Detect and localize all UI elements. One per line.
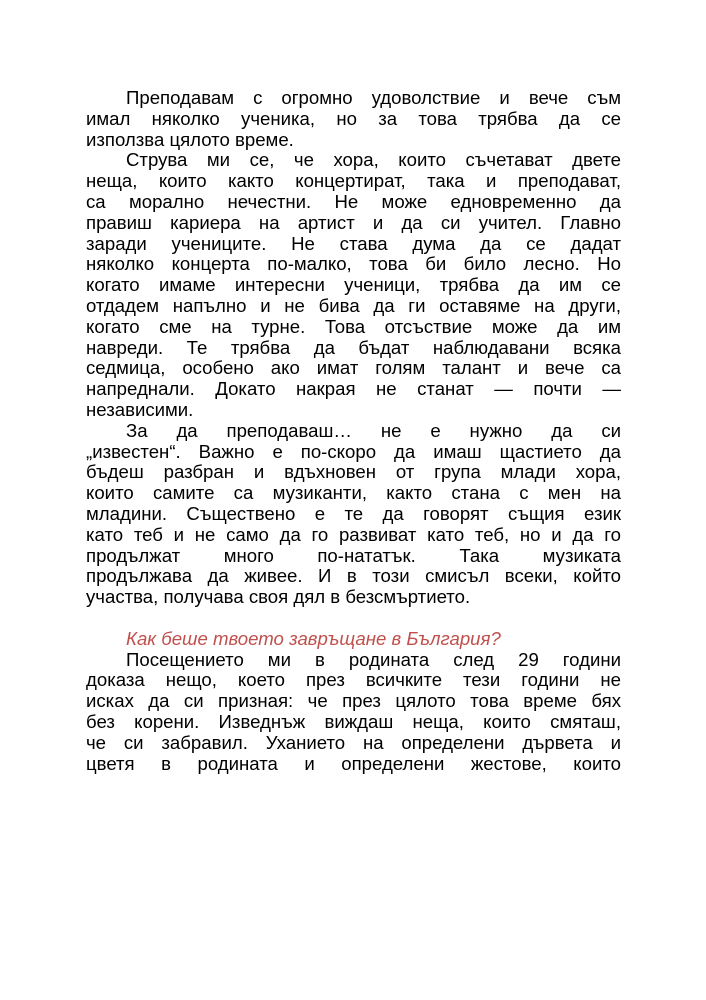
text-line: като теб и не само да го развиват като теб, но и да го	[86, 523, 621, 545]
text-line: доказа нещо, което през всичките тези години не	[86, 669, 621, 691]
text-line: цветя в родината и определени жестове, които	[86, 752, 621, 774]
text-line: бъдеш разбран и вдъхновен от група млади хора,	[86, 461, 621, 483]
paragraph-1	[86, 88, 621, 150]
paragraph-2	[86, 150, 621, 420]
text-line: Преподавам с огромно удоволствие и вече съм	[126, 87, 621, 108]
text-line: имал няколко ученика, но за това трябва да се	[86, 107, 621, 129]
text-line: Посещението ми в родината след 29 години	[126, 648, 621, 670]
text-line: които самите са музиканти, както стана с мен на	[86, 482, 621, 504]
document-page	[86, 88, 621, 774]
text-line: заради учениците. Не става дума да се дадат	[86, 232, 621, 254]
text-line: навреди. Те трябва да бъдат наблюдавани всяка	[86, 336, 621, 358]
answer-paragraph	[86, 650, 621, 775]
text-line: неща, които както концертират, така и преподават,	[86, 170, 621, 192]
text-line: напреднали. Докато накрая не станат — почти —	[86, 378, 621, 400]
text-line: Струва ми се, че хора, които съчетават двете	[126, 149, 621, 171]
text-line: продължава да живее. И в този смисъл всеки, който	[86, 565, 621, 587]
text-line: „известен“. Важно е по-скоро да имаш щастието да	[86, 440, 621, 462]
text-line: младини. Съществено е те да говорят същия език	[86, 502, 621, 524]
text-line: са морално нечестни. Не може едновременно да	[86, 190, 621, 212]
text-line: исках да си призная: че през цялото това време бях	[86, 690, 621, 712]
paragraph-3	[86, 421, 621, 608]
text-line: няколко концерта по-малко, това би било лесно. Но	[86, 253, 621, 275]
text-line: използва цялото време.	[86, 128, 294, 150]
text-line: За да преподаваш… не е нужно да си	[126, 419, 621, 441]
text-line: когато сме на турне. Това отсъствие може да им	[86, 315, 621, 337]
text-line: правиш кариера на артист и да си учител. Главно	[86, 211, 621, 233]
text-line: без корени. Изведнъж виждаш неща, които смяташ,	[86, 710, 621, 732]
text-line: седмица, особено ако имат голям талант и вече са	[86, 357, 621, 379]
text-line: продължат много по-нататък. Така музиката	[86, 544, 621, 566]
text-line: че си забравил. Уханието на определени дървета и	[86, 731, 621, 753]
text-line: отдадем напълно и не бива да ги оставяме на други,	[86, 294, 621, 316]
interview-question: Как беше твоето завръщане в България?	[126, 627, 501, 649]
text-line: участва, получава своя дял в безсмъртието.	[86, 586, 471, 608]
text-line: независими.	[86, 398, 194, 420]
section-gap	[86, 608, 621, 629]
text-line: когато имаме интересни ученици, трябва да им се	[86, 274, 621, 296]
